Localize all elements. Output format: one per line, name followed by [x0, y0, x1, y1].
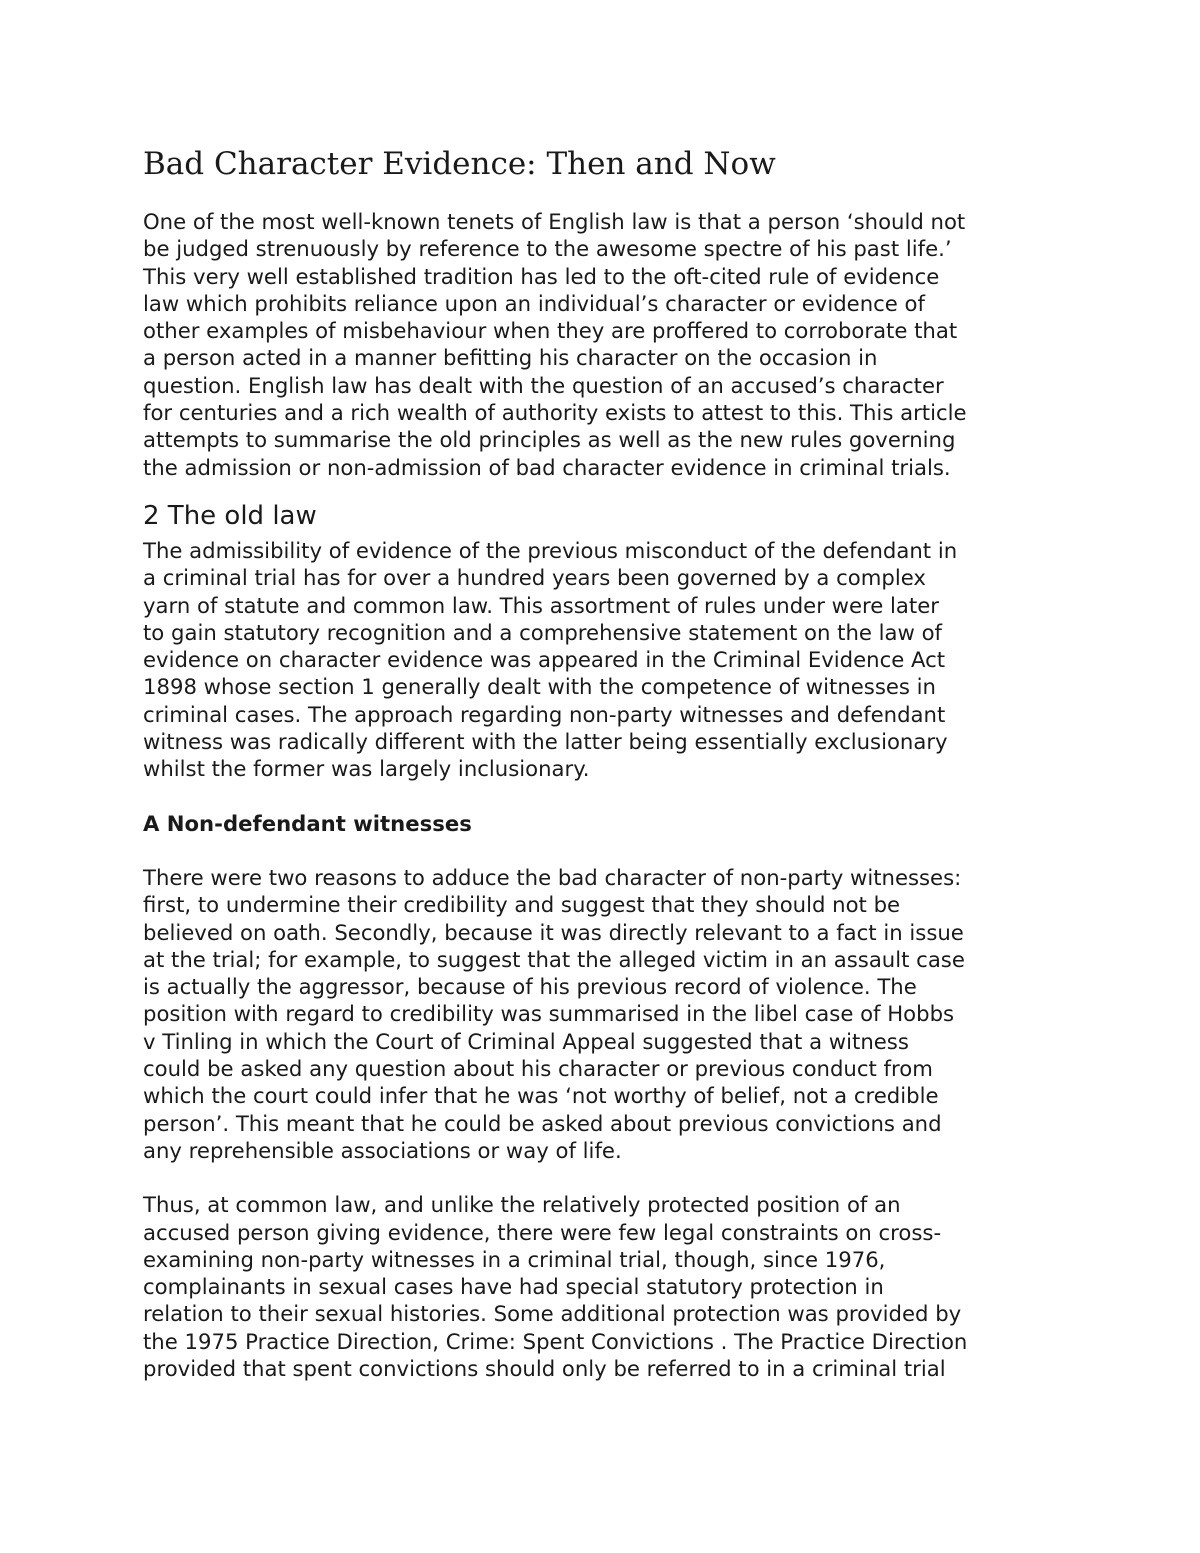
text-line: There were two reasons to adduce the bad character of non-party witnesses: [143, 864, 962, 890]
text-line: the 1975 Practice Direction, Crime: Spent Convictions . The Practice Direction [143, 1328, 968, 1354]
text-line: which the court could infer that he was ‘not worthy of belief, not a credible [143, 1083, 939, 1109]
text-line: yarn of statute and common law. This assortment of rules under were later [143, 592, 939, 618]
text-line: other examples of misbehaviour when they are proffered to corroborate that [143, 318, 958, 344]
text-line: accused person giving evidence, there were few legal constraints on cross- [143, 1219, 942, 1245]
non-defendant-paragraph-2 [143, 1191, 1068, 1382]
text-line: for centuries and a rich wealth of authority exists to attest to this. This article [143, 400, 967, 426]
text-line: v Tinling in which the Court of Criminal Appeal suggested that a witness [143, 1028, 909, 1054]
text-line: complainants in sexual cases have had special statutory protection in [143, 1274, 884, 1300]
text-line: 1898 whose section 1 generally dealt with the competence of witnesses in [143, 674, 936, 700]
text-line: at the trial; for example, to suggest that the alleged victim in an assault case [143, 946, 965, 972]
text-line: a person acted in a manner befitting his character on the occasion in [143, 345, 878, 371]
text-line: law which prohibits reliance upon an individual’s character or evidence of [143, 290, 925, 316]
text-line: be judged strenuously by reference to the awesome spectre of his past life.’ [143, 236, 952, 262]
text-line: relation to their sexual histories. Some additional protection was provided by [143, 1301, 962, 1327]
text-line: One of the most well-known tenets of English law is that a person ‘should not [143, 209, 966, 234]
non-defendant-paragraph-1 [143, 864, 1068, 1164]
text-line: position with regard to credibility was summarised in the libel case of Hobbs [143, 1001, 955, 1027]
text-line: believed on oath. Secondly, because it was directly relevant to a fact in issue [143, 919, 964, 945]
text-line: witness was radically different with the latter being essentially exclusionary [143, 729, 948, 755]
text-line: This very well established tradition has led to the oft-cited rule of evidence [143, 263, 940, 289]
document-title: Bad Character Evidence: Then and Now [143, 146, 776, 182]
text-line: examining non-party witnesses in a criminal trial, though, since 1976, [143, 1246, 886, 1272]
text-line: Thus, at common law, and unlike the relatively protected position of an [143, 1192, 901, 1218]
text-line: the admission or non-admission of bad character evidence in criminal trials. [143, 454, 951, 480]
text-line: first, to undermine their credibility and suggest that they should not be [143, 892, 901, 918]
text-line: to gain statutory recognition and a comprehensive statement on the law of [143, 619, 943, 645]
text-line: attempts to summarise the old principles as well as the new rules governing [143, 427, 956, 453]
intro-paragraph [143, 208, 1068, 481]
document-body [143, 142, 1068, 1382]
text-line: The admissibility of evidence of the previous misconduct of the defendant in [143, 537, 958, 563]
text-line: question. English law has dealt with the question of an accused’s character [143, 372, 944, 398]
text-line: person’. This meant that he could be asked about previous convictions and [143, 1110, 942, 1136]
old-law-paragraph [143, 537, 1068, 783]
text-line: evidence on character evidence was appeared in the Criminal Evidence Act [143, 647, 946, 673]
subsection-heading-non-defendant: A Non-defendant witnesses [143, 810, 472, 836]
text-line: a criminal trial has for over a hundred years been governed by a complex [143, 565, 926, 591]
text-line: criminal cases. The approach regarding non-party witnesses and defendant [143, 701, 946, 727]
text-line: provided that spent convictions should only be referred to in a criminal trial [143, 1355, 946, 1381]
text-line: is actually the aggressor, because of his previous record of violence. The [143, 974, 917, 1000]
text-line: could be asked any question about his character or previous conduct from [143, 1056, 933, 1082]
section-heading-old-law: 2 The old law [143, 500, 317, 531]
text-line: whilst the former was largely inclusionary. [143, 756, 590, 782]
text-line: any reprehensible associations or way of life. [143, 1137, 622, 1163]
paragraph-spacer [143, 1164, 1068, 1191]
